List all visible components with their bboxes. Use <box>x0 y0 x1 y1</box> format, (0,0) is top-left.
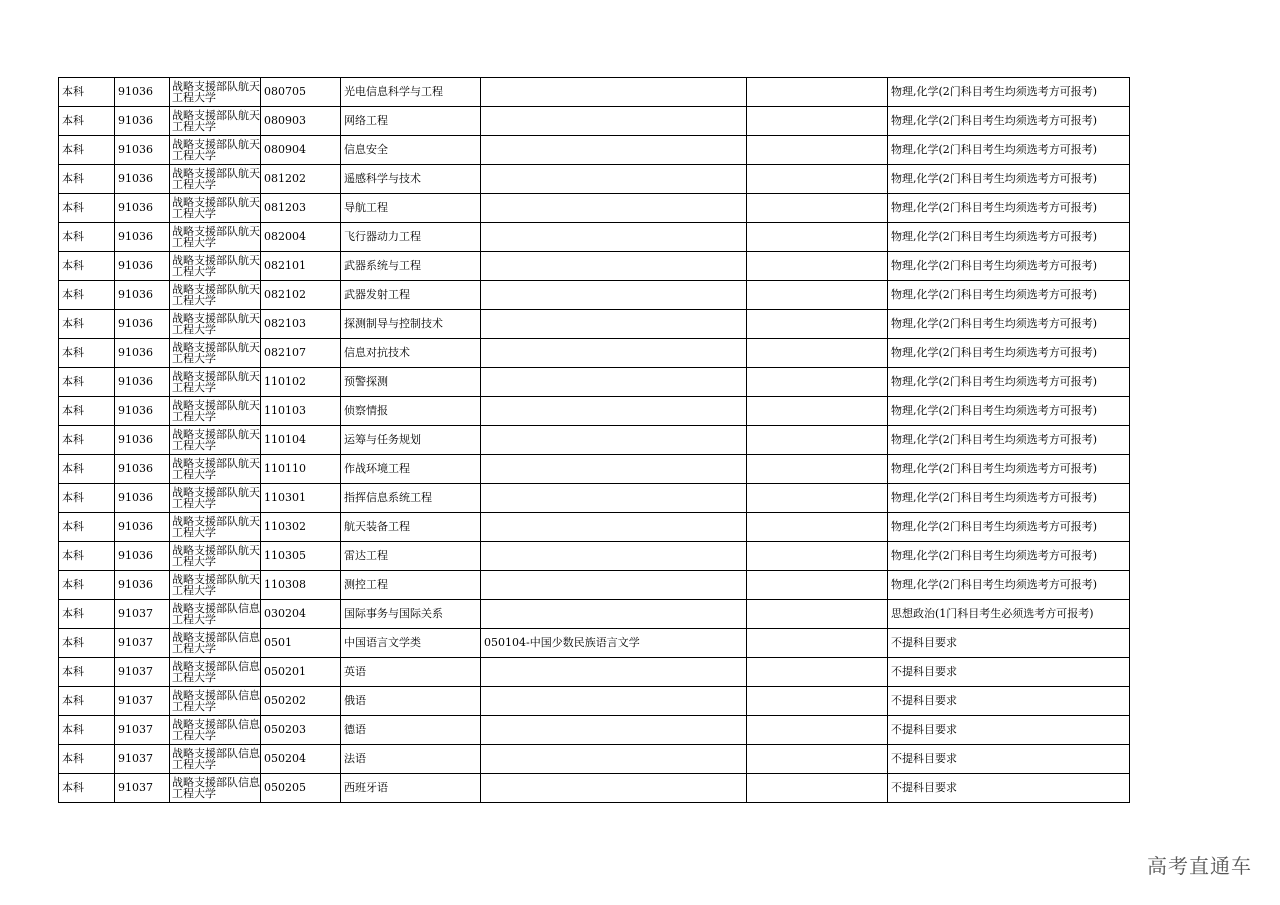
cell-subject-requirement: 物理,化学(2门科目考生均须选考方可报考) <box>888 484 1130 513</box>
cell-included-majors <box>481 774 747 803</box>
cell-major-code: 110305 <box>261 542 341 571</box>
cell-level: 本科 <box>59 745 115 774</box>
cell-school-name: 战略支援部队航天工程大学 <box>170 194 261 223</box>
cell-major-name: 导航工程 <box>341 194 481 223</box>
cell-school-code: 91036 <box>115 368 170 397</box>
cell-subject-requirement: 物理,化学(2门科目考生均须选考方可报考) <box>888 368 1130 397</box>
cell-school-name: 战略支援部队航天工程大学 <box>170 78 261 107</box>
cell-major-code: 080903 <box>261 107 341 136</box>
cell-level: 本科 <box>59 368 115 397</box>
table-row <box>59 78 1130 107</box>
cell-extra <box>747 368 888 397</box>
cell-major-name: 信息安全 <box>341 136 481 165</box>
cell-included-majors <box>481 745 747 774</box>
cell-major-code: 081203 <box>261 194 341 223</box>
cell-level: 本科 <box>59 687 115 716</box>
cell-major-code: 110301 <box>261 484 341 513</box>
table-row <box>59 542 1130 571</box>
cell-school-name: 战略支援部队航天工程大学 <box>170 571 261 600</box>
table-row <box>59 455 1130 484</box>
cell-level: 本科 <box>59 629 115 658</box>
cell-school-code: 91036 <box>115 281 170 310</box>
table-row <box>59 426 1130 455</box>
cell-school-name: 战略支援部队航天工程大学 <box>170 426 261 455</box>
cell-school-code: 91036 <box>115 571 170 600</box>
cell-major-name: 航天装备工程 <box>341 513 481 542</box>
table-row <box>59 484 1130 513</box>
cell-school-name: 战略支援部队信息工程大学 <box>170 745 261 774</box>
cell-major-code: 110110 <box>261 455 341 484</box>
table-row <box>59 600 1130 629</box>
cell-level: 本科 <box>59 136 115 165</box>
cell-major-code: 082004 <box>261 223 341 252</box>
cell-major-name: 雷达工程 <box>341 542 481 571</box>
cell-school-code: 91036 <box>115 136 170 165</box>
table-row <box>59 687 1130 716</box>
cell-included-majors <box>481 716 747 745</box>
cell-school-code: 91036 <box>115 165 170 194</box>
table-row <box>59 629 1130 658</box>
cell-school-code: 91036 <box>115 397 170 426</box>
cell-included-majors <box>481 310 747 339</box>
cell-included-majors <box>481 368 747 397</box>
cell-included-majors <box>481 252 747 281</box>
cell-major-name: 德语 <box>341 716 481 745</box>
cell-school-name: 战略支援部队航天工程大学 <box>170 513 261 542</box>
cell-school-code: 91036 <box>115 513 170 542</box>
cell-included-majors: 050104-中国少数民族语言文学 <box>481 629 747 658</box>
cell-major-code: 110104 <box>261 426 341 455</box>
cell-subject-requirement: 物理,化学(2门科目考生均须选考方可报考) <box>888 310 1130 339</box>
cell-major-code: 050205 <box>261 774 341 803</box>
cell-extra <box>747 745 888 774</box>
cell-included-majors <box>481 339 747 368</box>
cell-school-code: 91037 <box>115 658 170 687</box>
cell-extra <box>747 165 888 194</box>
cell-subject-requirement: 物理,化学(2门科目考生均须选考方可报考) <box>888 194 1130 223</box>
cell-extra <box>747 484 888 513</box>
cell-subject-requirement: 物理,化学(2门科目考生均须选考方可报考) <box>888 78 1130 107</box>
cell-extra <box>747 339 888 368</box>
cell-major-name: 飞行器动力工程 <box>341 223 481 252</box>
cell-extra <box>747 78 888 107</box>
cell-subject-requirement: 物理,化学(2门科目考生均须选考方可报考) <box>888 252 1130 281</box>
cell-school-name: 战略支援部队航天工程大学 <box>170 165 261 194</box>
cell-school-name: 战略支援部队航天工程大学 <box>170 281 261 310</box>
cell-school-code: 91036 <box>115 484 170 513</box>
cell-major-name: 运筹与任务规划 <box>341 426 481 455</box>
cell-school-code: 91037 <box>115 745 170 774</box>
cell-level: 本科 <box>59 774 115 803</box>
cell-subject-requirement: 物理,化学(2门科目考生均须选考方可报考) <box>888 339 1130 368</box>
cell-school-name: 战略支援部队航天工程大学 <box>170 542 261 571</box>
cell-subject-requirement: 物理,化学(2门科目考生均须选考方可报考) <box>888 455 1130 484</box>
cell-subject-requirement: 物理,化学(2门科目考生均须选考方可报考) <box>888 281 1130 310</box>
cell-level: 本科 <box>59 484 115 513</box>
cell-level: 本科 <box>59 571 115 600</box>
table-row <box>59 281 1130 310</box>
cell-school-name: 战略支援部队信息工程大学 <box>170 629 261 658</box>
cell-included-majors <box>481 397 747 426</box>
cell-subject-requirement: 不提科目要求 <box>888 716 1130 745</box>
cell-subject-requirement: 物理,化学(2门科目考生均须选考方可报考) <box>888 571 1130 600</box>
cell-major-code: 0501 <box>261 629 341 658</box>
cell-school-code: 91036 <box>115 339 170 368</box>
cell-major-code: 030204 <box>261 600 341 629</box>
table-body <box>59 78 1130 803</box>
cell-subject-requirement: 物理,化学(2门科目考生均须选考方可报考) <box>888 397 1130 426</box>
cell-extra <box>747 136 888 165</box>
cell-school-name: 战略支援部队信息工程大学 <box>170 658 261 687</box>
cell-extra <box>747 774 888 803</box>
table-row <box>59 571 1130 600</box>
cell-level: 本科 <box>59 426 115 455</box>
cell-major-code: 082101 <box>261 252 341 281</box>
cell-extra <box>747 571 888 600</box>
table-row <box>59 513 1130 542</box>
cell-extra <box>747 281 888 310</box>
cell-subject-requirement: 物理,化学(2门科目考生均须选考方可报考) <box>888 107 1130 136</box>
table-row <box>59 397 1130 426</box>
cell-school-name: 战略支援部队航天工程大学 <box>170 339 261 368</box>
cell-school-name: 战略支援部队信息工程大学 <box>170 687 261 716</box>
cell-included-majors <box>481 136 747 165</box>
cell-school-code: 91036 <box>115 542 170 571</box>
cell-major-code: 080904 <box>261 136 341 165</box>
cell-level: 本科 <box>59 281 115 310</box>
cell-extra <box>747 252 888 281</box>
cell-school-name: 战略支援部队信息工程大学 <box>170 600 261 629</box>
cell-included-majors <box>481 600 747 629</box>
cell-level: 本科 <box>59 78 115 107</box>
cell-major-name: 国际事务与国际关系 <box>341 600 481 629</box>
cell-included-majors <box>481 165 747 194</box>
cell-major-code: 082102 <box>261 281 341 310</box>
cell-included-majors <box>481 571 747 600</box>
watermark: 高考直通车 <box>1147 854 1252 878</box>
cell-subject-requirement: 不提科目要求 <box>888 629 1130 658</box>
cell-major-name: 光电信息科学与工程 <box>341 78 481 107</box>
cell-major-name: 中国语言文学类 <box>341 629 481 658</box>
cell-major-name: 预警探测 <box>341 368 481 397</box>
cell-school-code: 91036 <box>115 107 170 136</box>
cell-school-code: 91037 <box>115 687 170 716</box>
table-row <box>59 252 1130 281</box>
cell-subject-requirement: 思想政治(1门科目考生必须选考方可报考) <box>888 600 1130 629</box>
cell-major-name: 遥感科学与技术 <box>341 165 481 194</box>
cell-major-code: 050202 <box>261 687 341 716</box>
subject-requirements-table <box>58 77 1130 803</box>
cell-major-code: 110103 <box>261 397 341 426</box>
cell-school-code: 91036 <box>115 310 170 339</box>
cell-school-code: 91037 <box>115 774 170 803</box>
cell-subject-requirement: 不提科目要求 <box>888 658 1130 687</box>
cell-school-name: 战略支援部队航天工程大学 <box>170 107 261 136</box>
cell-extra <box>747 513 888 542</box>
cell-extra <box>747 426 888 455</box>
cell-extra <box>747 687 888 716</box>
table-row <box>59 223 1130 252</box>
cell-subject-requirement: 物理,化学(2门科目考生均须选考方可报考) <box>888 513 1130 542</box>
cell-included-majors <box>481 484 747 513</box>
cell-included-majors <box>481 107 747 136</box>
cell-level: 本科 <box>59 716 115 745</box>
cell-major-name: 西班牙语 <box>341 774 481 803</box>
cell-school-name: 战略支援部队航天工程大学 <box>170 223 261 252</box>
cell-major-code: 110308 <box>261 571 341 600</box>
cell-level: 本科 <box>59 600 115 629</box>
cell-included-majors <box>481 426 747 455</box>
cell-school-code: 91036 <box>115 194 170 223</box>
cell-level: 本科 <box>59 107 115 136</box>
cell-subject-requirement: 物理,化学(2门科目考生均须选考方可报考) <box>888 136 1130 165</box>
cell-school-code: 91037 <box>115 629 170 658</box>
cell-subject-requirement: 物理,化学(2门科目考生均须选考方可报考) <box>888 426 1130 455</box>
cell-subject-requirement: 物理,化学(2门科目考生均须选考方可报考) <box>888 542 1130 571</box>
cell-extra <box>747 716 888 745</box>
cell-school-name: 战略支援部队信息工程大学 <box>170 774 261 803</box>
cell-school-name: 战略支援部队航天工程大学 <box>170 252 261 281</box>
cell-included-majors <box>481 78 747 107</box>
cell-level: 本科 <box>59 339 115 368</box>
cell-included-majors <box>481 455 747 484</box>
cell-major-code: 082103 <box>261 310 341 339</box>
cell-level: 本科 <box>59 194 115 223</box>
cell-extra <box>747 542 888 571</box>
cell-major-name: 英语 <box>341 658 481 687</box>
cell-extra <box>747 600 888 629</box>
cell-extra <box>747 397 888 426</box>
cell-major-code: 081202 <box>261 165 341 194</box>
cell-school-code: 91037 <box>115 600 170 629</box>
cell-school-code: 91036 <box>115 223 170 252</box>
cell-extra <box>747 107 888 136</box>
cell-major-code: 050204 <box>261 745 341 774</box>
table-row <box>59 339 1130 368</box>
cell-extra <box>747 658 888 687</box>
cell-school-code: 91036 <box>115 252 170 281</box>
cell-level: 本科 <box>59 455 115 484</box>
cell-level: 本科 <box>59 310 115 339</box>
cell-school-name: 战略支援部队航天工程大学 <box>170 397 261 426</box>
cell-subject-requirement: 物理,化学(2门科目考生均须选考方可报考) <box>888 165 1130 194</box>
cell-school-code: 91036 <box>115 455 170 484</box>
cell-subject-requirement: 不提科目要求 <box>888 687 1130 716</box>
cell-level: 本科 <box>59 223 115 252</box>
cell-school-name: 战略支援部队航天工程大学 <box>170 455 261 484</box>
cell-major-name: 作战环境工程 <box>341 455 481 484</box>
cell-major-code: 050203 <box>261 716 341 745</box>
cell-major-name: 探测制导与控制技术 <box>341 310 481 339</box>
cell-major-name: 测控工程 <box>341 571 481 600</box>
cell-included-majors <box>481 658 747 687</box>
table-row <box>59 716 1130 745</box>
table-row <box>59 745 1130 774</box>
cell-included-majors <box>481 281 747 310</box>
table-row <box>59 165 1130 194</box>
cell-level: 本科 <box>59 165 115 194</box>
cell-major-name: 法语 <box>341 745 481 774</box>
table-row <box>59 368 1130 397</box>
cell-included-majors <box>481 513 747 542</box>
cell-major-name: 武器系统与工程 <box>341 252 481 281</box>
cell-included-majors <box>481 687 747 716</box>
cell-school-code: 91036 <box>115 426 170 455</box>
cell-subject-requirement: 不提科目要求 <box>888 745 1130 774</box>
table-row <box>59 194 1130 223</box>
cell-major-name: 俄语 <box>341 687 481 716</box>
cell-major-code: 110102 <box>261 368 341 397</box>
table-row <box>59 658 1130 687</box>
cell-major-name: 信息对抗技术 <box>341 339 481 368</box>
cell-level: 本科 <box>59 252 115 281</box>
cell-major-code: 082107 <box>261 339 341 368</box>
cell-school-name: 战略支援部队航天工程大学 <box>170 310 261 339</box>
cell-major-code: 110302 <box>261 513 341 542</box>
cell-extra <box>747 310 888 339</box>
cell-major-name: 指挥信息系统工程 <box>341 484 481 513</box>
cell-school-code: 91036 <box>115 78 170 107</box>
cell-level: 本科 <box>59 397 115 426</box>
cell-major-name: 武器发射工程 <box>341 281 481 310</box>
cell-major-code: 050201 <box>261 658 341 687</box>
cell-school-name: 战略支援部队航天工程大学 <box>170 136 261 165</box>
cell-school-name: 战略支援部队航天工程大学 <box>170 368 261 397</box>
cell-level: 本科 <box>59 513 115 542</box>
cell-school-code: 91037 <box>115 716 170 745</box>
cell-major-name: 侦察情报 <box>341 397 481 426</box>
cell-extra <box>747 194 888 223</box>
table-row <box>59 136 1130 165</box>
cell-level: 本科 <box>59 658 115 687</box>
cell-included-majors <box>481 223 747 252</box>
table-row <box>59 774 1130 803</box>
cell-extra <box>747 455 888 484</box>
cell-major-code: 080705 <box>261 78 341 107</box>
cell-school-name: 战略支援部队航天工程大学 <box>170 484 261 513</box>
cell-extra <box>747 629 888 658</box>
cell-included-majors <box>481 194 747 223</box>
cell-subject-requirement: 物理,化学(2门科目考生均须选考方可报考) <box>888 223 1130 252</box>
table-row <box>59 107 1130 136</box>
table-row <box>59 310 1130 339</box>
cell-school-name: 战略支援部队信息工程大学 <box>170 716 261 745</box>
cell-extra <box>747 223 888 252</box>
cell-level: 本科 <box>59 542 115 571</box>
cell-subject-requirement: 不提科目要求 <box>888 774 1130 803</box>
cell-included-majors <box>481 542 747 571</box>
cell-major-name: 网络工程 <box>341 107 481 136</box>
